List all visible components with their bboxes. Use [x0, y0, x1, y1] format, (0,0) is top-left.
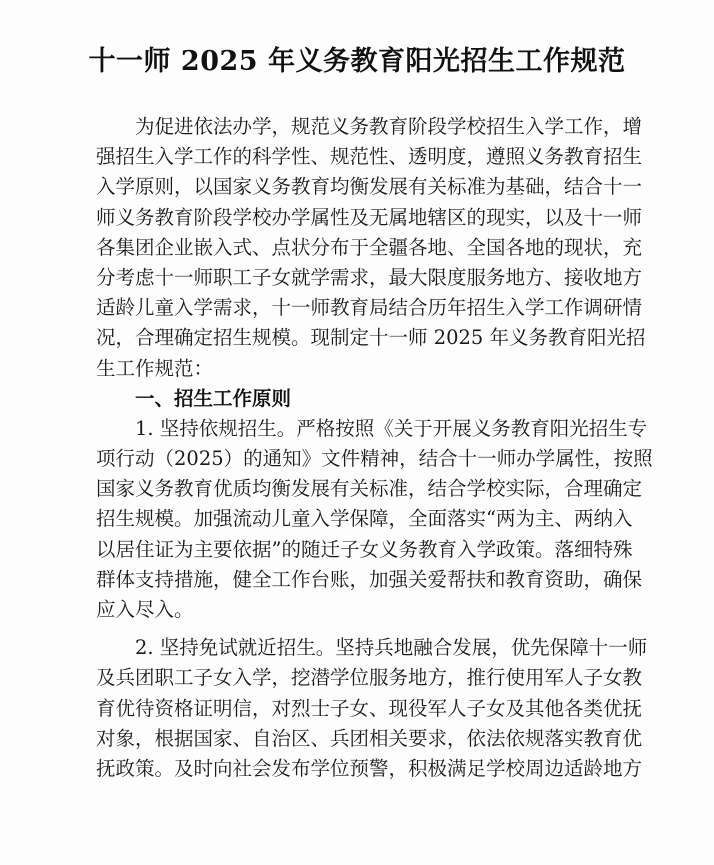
text-line: 国家义务教育优质均衡发展有关标准，结合学校实际，合理确定	[96, 477, 643, 501]
text-line: 为促进依法办学，规范义务教育阶段学校招生入学工作，增	[135, 115, 643, 138]
text-line: 生工作规范：	[96, 356, 214, 380]
paragraph-gap	[96, 625, 616, 633]
text-line: 强招生入学工作的科学性、规范性、透明度，遵照义务教育招生	[96, 145, 643, 169]
text-line: 招生规模。加强流动儿童入学保障，全面落实“两为主、两纳入	[96, 507, 633, 531]
document-title: 十一师 2025 年义务教育阳光招生工作规范	[88, 46, 626, 77]
text-line: 及兵团职工子女入学，挖潜学位服务地方，推行使用军人子女教	[96, 666, 643, 690]
section-heading: 一、招生工作原则	[135, 386, 292, 410]
text-line: 适龄儿童入学需求，十一师教育局结合历年招生入学工作调研情	[96, 296, 643, 320]
text-line: 群体支持措施，健全工作台账，加强关爱帮扶和教育资助，确保	[96, 567, 643, 591]
text-line: 分考虑十一师职工子女就学需求，最大限度服务地方、接收地方	[96, 265, 643, 289]
item1-paragraph	[96, 414, 653, 625]
text-line: 对象，根据国家、自治区、兵团相关要求，依法依规落实教育优	[96, 726, 643, 750]
text-line: 育优待资格证明信，对烈士子女、现役军人子女及其他各类优抚	[96, 696, 643, 720]
text-line: 以居住证为主要依据”的随迁子女义务教育入学政策。落细特殊	[96, 537, 633, 561]
intro-paragraph	[96, 112, 646, 384]
text-line: 1. 坚持依规招生。严格按照《关于开展义务教育阳光招生专	[135, 416, 648, 440]
text-line: 师义务教育阶段学校办学属性及无属地辖区的现实，以及十一师	[96, 205, 643, 229]
item2-paragraph	[96, 633, 648, 784]
text-line: 况，合理确定招生规模。现制定十一师 2025 年义务教育阳光招	[96, 326, 646, 350]
text-line: 应入尽入。	[96, 598, 194, 621]
text-line: 项行动（2025）的通知》文件精神，结合十一师办学属性，按照	[96, 447, 653, 471]
text-line: 入学原则，以国家义务教育均衡发展有关标准为基础，结合十一	[96, 175, 643, 199]
text-line: 各集团企业嵌入式、点状分布于全疆各地、全国各地的现状，充	[96, 235, 643, 259]
document-body	[96, 112, 653, 784]
text-line: 2. 坚持免试就近招生。坚持兵地融合发展，优先保障十一师	[135, 636, 648, 660]
text-line: 抚政策。及时向社会发布学位预警，积极满足学校周边适龄地方	[96, 756, 643, 780]
